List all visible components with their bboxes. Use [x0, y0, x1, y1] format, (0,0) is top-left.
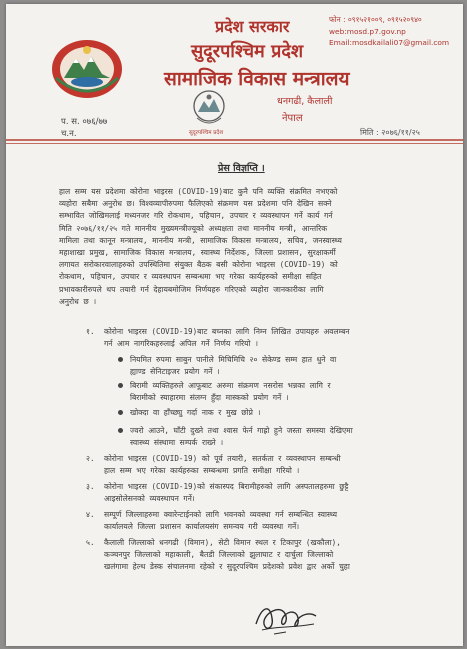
- nepal-emblem-icon: [50, 38, 124, 100]
- bullet-icon: [118, 357, 123, 362]
- header-country: नेपाल: [282, 113, 303, 124]
- header-rule: [6, 139, 463, 141]
- contact-block: [329, 14, 449, 49]
- header-province: सुदूरपश्चिम प्रदेश: [191, 41, 304, 62]
- letter-date: मिति : २०७६/११/२५: [360, 128, 420, 137]
- signature-icon: [252, 594, 322, 640]
- press-release-page: प्रदेश सरकार सुदूरपश्चिम प्रदेश सामाजिक विकास मन्त्रालय धनगढी, कैलाली नेपाल फोन : ०९१५२१००९, ०९१५२०९४० web:mosd.p7.gov.np Email:mosdkailali07@gmail.com सुदूरपश्चिम प्रदेश प. स. ०७६/७७ च.न. मिति : २०७६/११/२५ प्रेस विज्ञप्ति । हाल सम्म यस प्रदेशमा कोरोना भाइरस (COVID-19)बाट कुनै पनि व्यक्ति संक्रमित नभएको व्यहोरा सबैमा अनुरोध छ। विश्वव्यापीरुपमा फैलिएको संक्रमण यस प्रदेशमा पनि देखिन सक्ने सम्भावित जोखिमलाई मध्यनजर गरि रोकथाम, पहिचान, उपचार र व्यवस्थापन गर्ने कार्य गर्न मिति २०७६/११/२५ गते माननीय मुख्यमन्त्रीज्यूको अध्यक्षता तथा माननीय मन्त्री, आन्तरिक मामिला तथा कानून मन्त्रालय, माननीय मन्त्री, सामाजिक विकास मन्त्रालय, सचिव, जनस्वास्थ्य महाशाखा प्रमुख, सामाजिक विकास मन्त्रालय, स्वास्थ्य निर्देशक, जिल्ला प्रशासन, सुरक्षाकर्मी लगायत सरोकारवालाहरुको उपस्थितिमा संयुक्त बैठक बसी कोरोना भाइरस (COVID-19) को रोकथाम, पहिचान, उपचार र व्यवस्थापन सम्बन्धमा भए गरेका कार्यहरुको समीक्षा सहित प्रभावकारीरुपले थप तयारी गर्न देहायबमोजिम निर्णयहरु गरिएको व्यहोरा जानकारीका लागि अनुरोध छ । १. कोरोना भाइरस (COVID-19)बाट बच्नका लागि निम्न लिखित उपायहरु अवलम्बन गर्न आम नागरिकहरुलाई अपिल गर्ने निर्णय गरियो । नियमित रुपमा साबुन पानीले मिचिमिचि २० सेकेण्ड सम्म हात धुने वा ह्याण्ड सेनिटाइजर प्रयोग गर्ने । बिरामी व्यक्तिहरुले आफूबाट अरुमा संक्रमण नसरोस भन्नका लागि र बिरामीको स्याहारमा संलग्न हुँदा मास्कको प्रयोग गर्ने । खोक्दा वा हाँच्छ्यु गर्दा नाक र मुख छोप्ने । ज्वरो आउने, घाँटी दुख्ने तथा श्वास फेर्न गाह्रो हुने जस्ता समस्या देखिएमा स्वास्थ्य संस्थामा सम्पर्क राख्ने । २. कोरोना भाइरस (COVID-19) को पूर्व तयारी, सतर्कता र व्यवस्थापन सम्बन्धी हाल सम्म भए गरेका कार्यहरुका सम्बन्धमा प्रगति समीक्षा गरियो । ३. कोरोना भाइरस (COVID-19)को संकास्पद बिरामीहरुको लागि अस्पतालहरुमा छुट्टै आइसोलेसनको व्यवस्थापन गर्ने। ४. सम्पूर्ण जिल्लाहरुमा क्वारेन्टाईनको लागि भवनको व्यवस्था गर्न सम्बन्धित स्वास्थ्य कार्यालयले जिल्ला प्रशासन कार्यालयसंग समन्वय गरी व्यवस्था गर्ने। ५. कैलाली जिल्लाको धनगढी (विमान), सेटी विमान स्थल र टिकापुर (खकौला), कञ्चनपुर जिल्लाको महाकाली, बैतडी जिल्लाको झुलाघाट र दार्चुला जिल्लाको खलंगामा हेल्थ डेस्क संचालनमा रहेको र सुदूरपश्चिम प्रदेशको प्रवेश द्वार अर्को चुहा: [6, 4, 463, 646]
- contact-email: Email:mosdkailali07@gmail.com: [329, 38, 450, 48]
- contact-phone: फोन : ०९१५२१००९, ०९१५२०९४०: [329, 15, 422, 24]
- logo-caption: सुदूरपश्चिम प्रदेश: [189, 130, 224, 136]
- item-number: ५.: [86, 538, 95, 547]
- item-number: ४.: [86, 510, 95, 519]
- bullet-icon: [118, 383, 123, 388]
- item-number: १.: [86, 327, 95, 336]
- item-number: २.: [86, 454, 95, 463]
- document-title: प्रेस विज्ञप्ति ।: [218, 163, 265, 174]
- header-location: धनगढी, कैलाली: [277, 96, 333, 107]
- bullet-icon: [118, 410, 123, 415]
- item-number: ३.: [86, 482, 95, 491]
- contact-web: web:mosd.p7.gov.np: [329, 26, 406, 36]
- header-government: प्रदेश सरकार: [215, 17, 290, 36]
- header-ministry: सामाजिक विकास मन्त्रालय: [164, 68, 350, 90]
- header-rule-thin: [6, 143, 463, 144]
- dispatch-number: च.न.: [61, 129, 77, 139]
- reference-number: प. स. ०७६/७७: [61, 117, 108, 127]
- bullet-icon: [118, 428, 123, 433]
- intro-paragraph: हाल सम्म यस प्रदेशमा कोरोना भाइरस (COVID-19)बाट कुनै पनि व्यक्ति संक्रमित नभएको व्यहोरा सबैमा अनुरोध छ। विश्वव्यापीरुपमा फैलिएको संक्रमण यस प्रदेशमा पनि देखिन सक्ने सम्भावित जोखिमलाई मध्यनजर गरि रोकथाम, पहिचान, उपचार र व्यवस्थापन गर्ने कार्य गर्न मिति २०७६/११/२५ गते माननीय मुख्यमन्त्रीज्यूको अध्यक्षता तथा माननीय मन्त्री, आन्तरिक मामिला तथा कानून मन्त्रालय, माननीय मन्त्री, सामाजिक विकास मन्त्रालय, सचिव, जनस्वास्थ्य महाशाखा प्रमुख, सामाजिक विकास मन्त्रालय, स्वास्थ्य निर्देशक, जिल्ला प्रशासन, सुरक्षाकर्मी लगायत सरोकारवालाहरुको उपस्थितिमा संयुक्त बैठक बसी कोरोना भाइरस (COVID-19) को रोकथाम, पहिचान, उपचार र व्यवस्थापन सम्बन्धमा भए गरेका कार्यहरुको समीक्षा सहित प्रभावकारीरुपले थप तयारी गर्न देहायबमोजिम निर्णयहरु गरिएको व्यहोरा जानकारीका लागि अनुरोध छ ।: [59, 187, 342, 306]
